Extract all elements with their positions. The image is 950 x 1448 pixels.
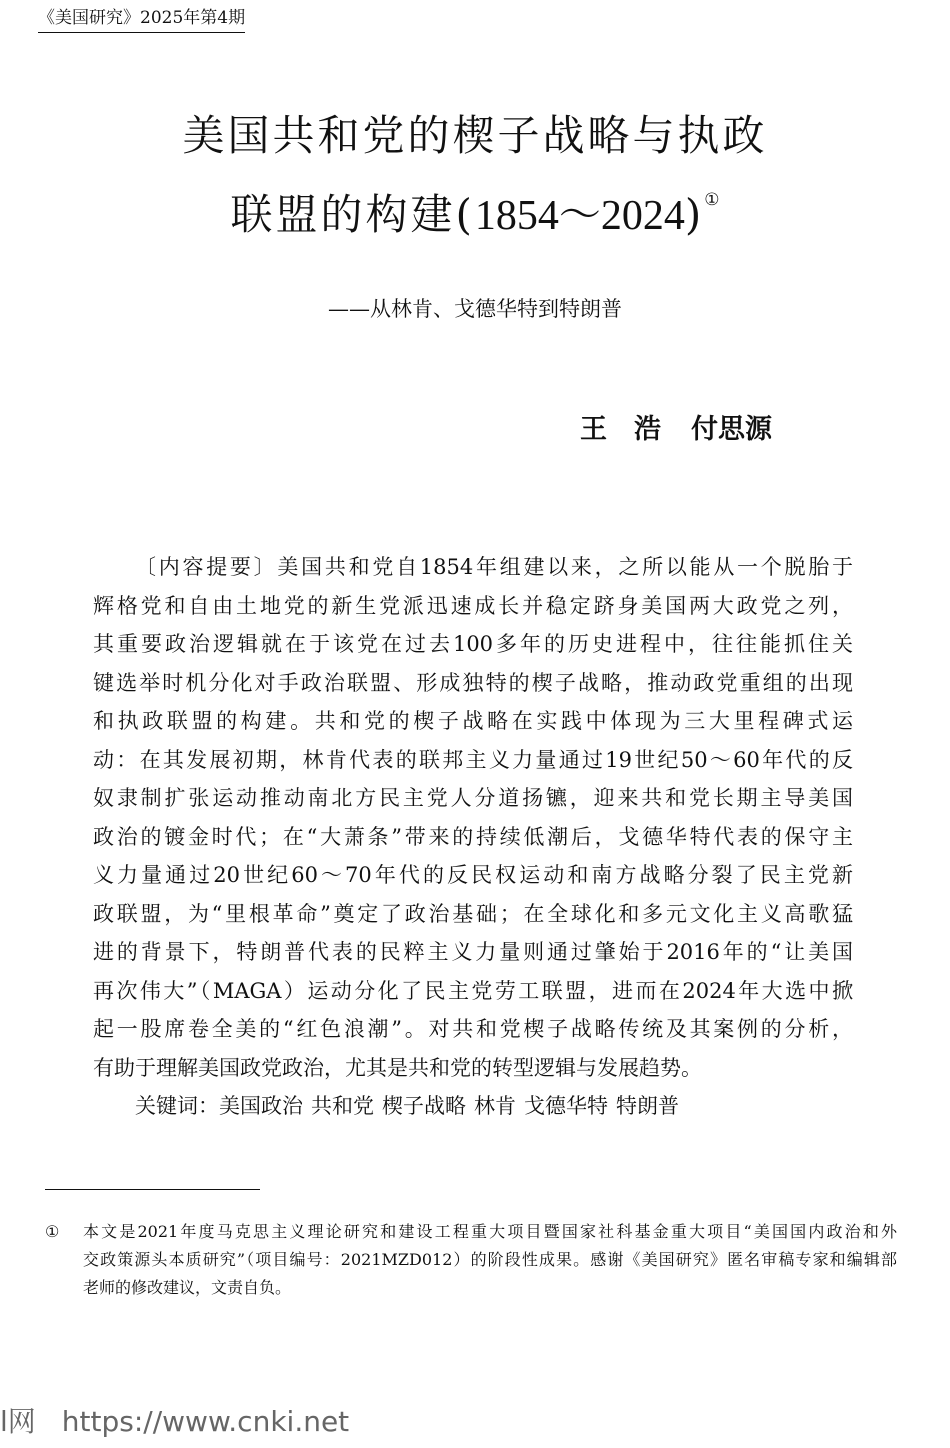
article-subtitle: ——从林肯、戈德华特到特朗普: [328, 297, 622, 321]
keyword: 特朗普: [616, 1094, 679, 1118]
keyword: 林肯: [474, 1094, 516, 1118]
abstract-line: 键选举时机分化对手政治联盟、形成独特的楔子战略，推动政党重组的出现: [93, 670, 853, 695]
keywords-label: 关键词：: [135, 1094, 219, 1118]
watermark-site-name: l网: [0, 1405, 36, 1438]
abstract-line: 辉格党和自由土地党的新生党派迅速成长并稳定跻身美国两大政党之列，: [93, 593, 853, 618]
keyword: 共和党: [311, 1094, 374, 1118]
footnote-text: [83, 1218, 897, 1302]
footnote-divider: [45, 1189, 260, 1190]
title-footnote-mark[interactable]: ①: [704, 190, 720, 210]
title-line-2-text: 联盟的构建(: [230, 190, 475, 239]
abstract-line: 有助于理解美国政党政治，尤其是共和党的转型逻辑与发展趋势。: [93, 1055, 702, 1080]
author-1: 王 浩: [580, 414, 661, 445]
abstract-line: 起一股席卷全美的“红色浪潮”。对共和党楔子战略传统及其案例的分析，: [93, 1017, 853, 1041]
author-2: 付思源: [691, 414, 772, 445]
abstract-line: 奴隶制扩张运动推动南北方民主党人分道扬镳，迎来共和党长期主导美国: [93, 786, 853, 810]
running-header: 《美国研究》2025年第4期: [38, 6, 245, 33]
abstract-line: 再次伟大”（MAGA）运动分化了民主党劳工联盟，进而在2024年大选中掀: [93, 978, 853, 1003]
keyword: 戈德华特: [524, 1094, 608, 1118]
abstract: [93, 548, 853, 1126]
footnote-line: 老师的修改建议，文责自负。: [83, 1278, 292, 1297]
authors: [580, 412, 772, 448]
keyword: 楔子战略: [382, 1094, 466, 1118]
watermark-url[interactable]: https://www.cnki.net: [61, 1405, 350, 1438]
footnote-line: 交政策源头本质研究”（项目编号：2021MZD012）的阶段性成果。感谢《美国研究》匿名审稿专家和编辑部: [83, 1250, 897, 1269]
article-title-line-2: [0, 170, 950, 246]
footnote-line: 本文是2021年度马克思主义理论研究和建设工程重大项目暨国家社科基金重大项目“美国国内政治和外: [83, 1222, 897, 1241]
footnote-marker: ①: [45, 1222, 60, 1241]
title-years: 1854～2024: [474, 193, 685, 239]
keywords: [93, 1087, 853, 1126]
abstract-line: 政治的镀金时代；在“大萧条”带来的持续低潮后，戈德华特代表的保守主: [93, 824, 853, 849]
abstract-line: 和执政联盟的构建。共和党的楔子战略在实践中体现为三大里程碑式运: [93, 709, 853, 733]
title-close-paren: ): [684, 190, 705, 239]
watermark: [0, 1404, 349, 1440]
abstract-line: 进的背景下，特朗普代表的民粹主义力量则通过肇始于2016年的“让美国: [93, 940, 853, 964]
keyword: 美国政治: [219, 1094, 303, 1118]
abstract-line: 其重要政治逻辑就在于该党在过去100多年的历史进程中，往往能抓住关: [93, 632, 853, 656]
abstract-line: 政联盟，为“里根革命”奠定了政治基础；在全球化和多元文化主义高歌猛: [93, 901, 853, 926]
abstract-line: 动：在其发展初期，林肯代表的联邦主义力量通过19世纪50～60年代的反: [93, 747, 853, 772]
abstract-line: 〔内容提要〕美国共和党自1854年组建以来，之所以能从一个脱胎于: [135, 555, 853, 579]
footnote: [45, 1218, 897, 1302]
article-title-line-1: 美国共和党的楔子战略与执政: [182, 111, 768, 160]
abstract-line: 义力量通过20世纪60～70年代的反民权运动和南方战略分裂了民主党新: [93, 863, 853, 887]
